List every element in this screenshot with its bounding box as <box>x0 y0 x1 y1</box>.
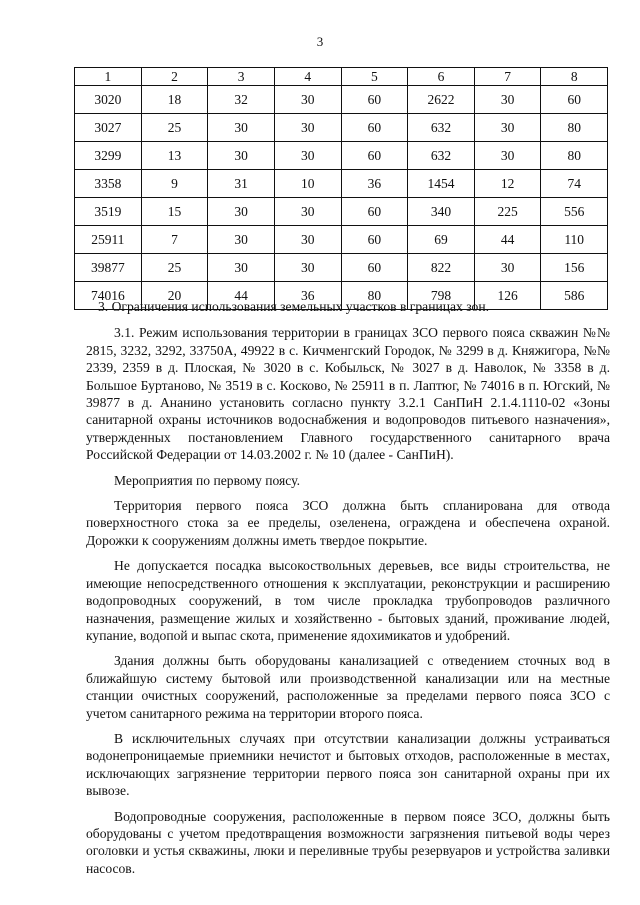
table-cell: 60 <box>341 198 408 226</box>
column-header: 4 <box>274 68 341 86</box>
table-row <box>75 86 608 114</box>
table-cell: 2622 <box>408 86 475 114</box>
section-heading: 3. Ограничения использования земельных участков в границах зон. <box>98 299 490 314</box>
table-cell: 80 <box>541 142 608 170</box>
table-cell: 30 <box>274 142 341 170</box>
paragraph: В исключительных случаях при отсутствии канализации должны устраиваться водонепроницаемые приемники нечистот и бытовых отходов, расположенные в местах, исключающих загрязнение территории первого пояса зон санитарной охраны при их вывозе. <box>86 730 610 799</box>
table-cell: 556 <box>541 198 608 226</box>
table-row <box>75 198 608 226</box>
table-cell: 30 <box>474 114 541 142</box>
table-cell: 36 <box>274 282 341 310</box>
table-cell: 7 <box>141 226 208 254</box>
table-cell: 632 <box>408 142 475 170</box>
paragraph: Территория первого пояса ЗСО должна быть спланирована для отвода поверхностного стока за ее пределы, озеленена, ограждена и обеспечена охраной. Дорожки к сооружениям должны иметь твердое покрытие. <box>86 498 610 548</box>
table-cell: 30 <box>274 226 341 254</box>
table-cell: 3027 <box>75 114 142 142</box>
table-cell: 9 <box>141 170 208 198</box>
table-cell: 32 <box>208 86 275 114</box>
table-cell: 60 <box>341 86 408 114</box>
table-cell: 25 <box>141 114 208 142</box>
table-cell: 60 <box>341 142 408 170</box>
table-cell: 39877 <box>75 254 142 282</box>
table-cell: 3519 <box>75 198 142 226</box>
table-cell: 25 <box>141 254 208 282</box>
table-row <box>75 142 608 170</box>
paragraph: Мероприятия по первому поясу. <box>114 472 300 488</box>
table-cell: 3020 <box>75 86 142 114</box>
table-cell: 44 <box>208 282 275 310</box>
table-cell: 18 <box>141 86 208 114</box>
table-cell: 126 <box>474 282 541 310</box>
table-cell: 225 <box>474 198 541 226</box>
table-cell: 60 <box>341 226 408 254</box>
table-cell: 60 <box>541 86 608 114</box>
table-cell: 340 <box>408 198 475 226</box>
table-cell: 3358 <box>75 170 142 198</box>
table-row <box>75 254 608 282</box>
table-cell: 30 <box>208 114 275 142</box>
table-cell: 80 <box>541 114 608 142</box>
table-cell: 30 <box>474 142 541 170</box>
table-cell: 60 <box>341 114 408 142</box>
column-header: 6 <box>408 68 475 86</box>
column-header: 8 <box>541 68 608 86</box>
table-row <box>75 114 608 142</box>
table-cell: 15 <box>141 198 208 226</box>
table-header-row <box>75 68 608 86</box>
table-cell: 74016 <box>75 282 142 310</box>
column-header: 5 <box>341 68 408 86</box>
table-cell: 60 <box>341 254 408 282</box>
table-cell: 798 <box>408 282 475 310</box>
table-cell: 30 <box>274 254 341 282</box>
table-cell: 156 <box>541 254 608 282</box>
table-row <box>75 226 608 254</box>
table-cell: 10 <box>274 170 341 198</box>
table-cell: 822 <box>408 254 475 282</box>
body-text <box>86 298 610 885</box>
table-cell: 632 <box>408 114 475 142</box>
column-header: 3 <box>208 68 275 86</box>
table-cell: 30 <box>208 226 275 254</box>
table-cell: 110 <box>541 226 608 254</box>
table-cell: 30 <box>274 198 341 226</box>
table-cell: 30 <box>274 114 341 142</box>
table-cell: 30 <box>274 86 341 114</box>
table-row <box>75 170 608 198</box>
table-cell: 30 <box>474 86 541 114</box>
table-cell: 1454 <box>408 170 475 198</box>
column-header: 7 <box>474 68 541 86</box>
table-cell: 44 <box>474 226 541 254</box>
paragraph: Не допускается посадка высокоствольных деревьев, все виды строительства, не имеющие непосредственного отношения к эксплуатации, реконструкции и расширению водопроводных сооружений, в том числе прокладка трубопроводов различного назначения, размещение жилых и хозяйственно - бытовых зданий, проживание людей, купание, водопой и выпас скота, применение ядохимикатов и удобрений. <box>86 558 610 643</box>
column-header: 2 <box>141 68 208 86</box>
table-cell: 3299 <box>75 142 142 170</box>
table-cell: 31 <box>208 170 275 198</box>
table-cell: 80 <box>341 282 408 310</box>
table-cell: 13 <box>141 142 208 170</box>
table-cell: 69 <box>408 226 475 254</box>
paragraph: 3.1. Режим использования территории в границах ЗСО первого пояса скважин №№ 2815, 3232, 3292, 33750А, 49922 в с. Кичменгский Городок, № 3299 в д. Княжигора, №№ 2339, 2359 в д. Плоская, № 3020 в с. Кобыльск, № 3027 в д. Наволок, № 3358 в д. Большое Буртаново, № 3519 в с. Косково, № 25911 в п. Лаптюг, № 74016 в п. Югский, № 39877 в д. Ананино установить согласно пункту 3.2.1 СанПиН 2.1.4.1110-02 «Зоны санитарной охраны источников водоснабжения и водопроводов питьевого назначения», утвержденных постановлением Главного государственного санитарного врача Российской Федерации от 14.03.2002 г. № 10 (далее - СанПиН). <box>86 325 610 463</box>
table-cell: 30 <box>208 142 275 170</box>
column-header: 1 <box>75 68 142 86</box>
page-number: 3 <box>316 34 324 49</box>
paragraph: Здания должны быть оборудованы канализацией с отведением сточных вод в ближайшую систему бытовой или производственной канализации или на местные станции очистных сооружений, расположенные за пределами первого пояса ЗСО с учетом санитарного режима на территории второго пояса. <box>86 653 610 721</box>
table-cell: 25911 <box>75 226 142 254</box>
table-cell: 30 <box>474 254 541 282</box>
wells-table <box>74 67 608 310</box>
table-cell: 12 <box>474 170 541 198</box>
paragraph: Водопроводные сооружения, расположенные в первом поясе ЗСО, должны быть оборудованы с учетом предотвращения возможности загрязнения питьевой воды через оголовки и устья скважины, люки и переливные трубы резервуаров и устройства заливки насосов. <box>86 808 610 876</box>
table-cell: 30 <box>208 254 275 282</box>
table-cell: 74 <box>541 170 608 198</box>
table-cell: 36 <box>341 170 408 198</box>
table-cell: 586 <box>541 282 608 310</box>
table-cell: 20 <box>141 282 208 310</box>
table-cell: 30 <box>208 198 275 226</box>
